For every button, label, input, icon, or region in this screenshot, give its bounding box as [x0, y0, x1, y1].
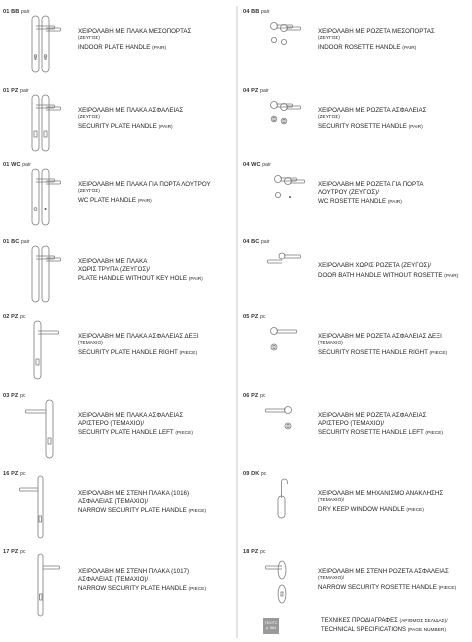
narrow-plate-handle-1017-icon: [12, 552, 70, 618]
footer-text: [321, 617, 448, 635]
greek-title-line: ΧΕΙΡΟΛΑΒΗ ΜΕ ΠΛΑΚΑ ΑΣΦΑΛΕΙΑΣ: [78, 412, 184, 419]
product-item: [0, 238, 232, 314]
greek-title-line: ΧΕΙΡΟΛΑΒΗ ΜΕ ΜΗΧΑΝΙΣΜΟ ΑΝΑΚΛΗΣΗΣ: [318, 490, 444, 497]
english-title: [78, 197, 232, 206]
window-handle-icon: [252, 474, 310, 540]
english-quantity-note: (PAIR): [444, 273, 459, 279]
greek-title-line: ΧΩΡΙΣ ΤΡΥΠΑ (ΖΕΥΓΟΣ)/: [78, 265, 150, 273]
product-code-number: 01 BB: [3, 9, 20, 15]
greek-title-line: ΧΕΙΡΟΛΑΒΗ ΜΕ ΠΛΑΚΑ ΜΕΣΟΠΟΡΤΑΣ: [78, 28, 192, 35]
greek-quantity-note: (ΖΕΥΓΟΣ): [78, 114, 100, 120]
english-title-text: SECURITY PLATE HANDLE RIGHT: [78, 349, 178, 356]
security-plate-handle-right-icon: [12, 317, 70, 383]
english-quantity-note: (PAIR): [137, 199, 152, 204]
english-quantity-note: (PIECE): [438, 586, 457, 591]
greek-title-line: ΑΣΦΑΛΕΙΑΣ (ΤΕΜΑΧΙΟ)/: [78, 497, 149, 505]
english-title-text: NARROW SECURITY PLATE HANDLE: [78, 585, 187, 593]
english-title-text: INDOOR ROSETTE HANDLE: [318, 44, 401, 51]
right-column: [240, 0, 472, 620]
security-rosette-handle-right-icon: [252, 317, 310, 383]
english-quantity-note: (PIECE): [425, 431, 443, 437]
english-title: [318, 349, 472, 358]
english-title-text: SECURITY ROSETTE HANDLE LEFT: [318, 429, 424, 437]
product-code-suffix: pc: [260, 393, 266, 399]
product-description: [318, 490, 472, 515]
plate-handle-pair-icon: [12, 12, 70, 78]
product-description: [78, 258, 232, 284]
greek-title-line: ΧΕΙΡΟΛΑΒΗ ΜΕ ΣΤΕΝΗ ΠΛΑΚΑ (1016): [78, 490, 190, 497]
greek-title-line: ΧΕΙΡΟΛΑΒΗ ΜΕ ΡΟΖΕΤΑ ΑΣΦΑΛΕΙΑΣ: [318, 107, 427, 114]
product-item: [0, 87, 232, 163]
greek-title-line: ΧΕΙΡΟΛΑΒΗ ΜΕ ΡΟΖΕΤΑ ΓΙΑ ΠΟΡΤΑ: [318, 181, 424, 188]
product-item: [0, 313, 232, 389]
product-code-suffix: pair: [22, 162, 32, 168]
greek-title-line: ΧΕΙΡΟΛΑΒΗ ΜΕ ΡΟΖΕΤΑ ΑΣΦΑΛΕΙΑΣ ΔΕΞΙ: [318, 333, 442, 340]
english-title: [78, 507, 232, 516]
english-title-text: SECURITY ROSETTE HANDLE RIGHT: [318, 349, 428, 356]
english-quantity-note: (PAIR): [152, 46, 167, 51]
english-title: [78, 349, 232, 358]
greek-title-line: ΧΕΙΡΟΛΑΒΗ ΜΕ ΠΛΑΚΑ: [78, 258, 148, 265]
footer-line-1-note: (ΑΡΙΘΜΟΣ ΣΕΛΙΔΑΣ)/: [399, 619, 448, 624]
english-title: [318, 44, 472, 53]
english-quantity-note: (PIECE): [429, 351, 448, 356]
narrow-plate-handle-1016-icon: [12, 474, 70, 540]
product-code-number: 01 WC: [3, 162, 21, 168]
product-item: [0, 392, 232, 468]
badge-line-1: ΤΕΧ/ΤΣ: [264, 621, 278, 625]
product-code-suffix: pc: [20, 471, 26, 477]
english-title: [318, 584, 472, 593]
left-column: [0, 0, 232, 620]
english-title: [318, 429, 472, 438]
product-code-number: 01 BC: [3, 239, 20, 245]
greek-quantity-note: (ΤΕΜΑΧΙΟ)/: [318, 497, 345, 503]
footer-line-1: ΤΕΧΝΙΚΕΣ ΠΡΟΔΙΑΓΡΑΦΕΣ: [321, 618, 398, 624]
product-description: [318, 181, 472, 207]
english-title-text: DRY KEEP WINDOW HANDLE: [318, 506, 405, 513]
english-title: [78, 44, 232, 53]
english-title: [78, 429, 232, 438]
english-title: [318, 198, 472, 207]
product-item: [240, 8, 472, 84]
english-title: [78, 585, 232, 594]
english-title-text: NARROW SECURITY ROSETTE HANDLE: [318, 584, 437, 591]
product-code-suffix: pair: [21, 239, 30, 245]
security-rosette-handle-left-icon: [252, 396, 310, 462]
greek-quantity-note: (ΖΕΥΓΟΣ): [78, 35, 100, 41]
product-code-suffix: pc: [20, 549, 26, 555]
english-title: [78, 275, 232, 284]
product-description: [318, 412, 472, 438]
product-code-number: 04 BB: [243, 9, 260, 15]
handle-without-rosette-pair-icon: [252, 242, 310, 308]
product-description: [318, 333, 472, 358]
product-code-number: 03 PZ: [3, 393, 19, 399]
product-code-number: 06 PZ: [243, 393, 259, 399]
english-title-text: WC PLATE HANDLE: [78, 197, 136, 204]
product-description: [78, 333, 232, 358]
product-item: [240, 548, 472, 624]
english-title-text: DOOR BATH HANDLE WITHOUT ROSETTE: [318, 271, 443, 279]
greek-quantity-note: (ΖΕΥΓΟΣ): [318, 35, 340, 41]
greek-title-line: ΧΕΙΡΟΛΑΒΗ ΜΕ ΠΛΑΚΑ ΑΣΦΑΛΕΙΑΣ ΔΕΞΙ: [78, 333, 199, 340]
english-quantity-note: (PAIR): [402, 46, 417, 51]
greek-title-line: ΧΕΙΡΟΛΑΒΗ ΜΕ ΣΤΕΝΗ ΡΟΖΕΤΑ ΑΣΦΑΛΕΙΑΣ: [318, 568, 449, 575]
product-code-suffix: pc: [261, 471, 267, 477]
product-code-suffix: pc: [260, 549, 266, 555]
product-code-number: 04 PZ: [243, 88, 259, 94]
greek-quantity-note: (ΖΕΥΓΟΣ): [78, 188, 100, 194]
security-rosette-handle-pair-icon: [252, 91, 310, 157]
english-title: [318, 123, 472, 132]
product-description: [318, 568, 472, 593]
english-quantity-note: (PAIR): [408, 125, 423, 130]
product-item: [0, 470, 232, 546]
product-code-number: 09 DK: [243, 471, 260, 477]
product-description: [318, 107, 472, 132]
product-code-suffix: pair: [260, 88, 269, 94]
product-code-suffix: pc: [20, 314, 26, 320]
english-quantity-note: (PIECE): [188, 509, 207, 515]
greek-title-line: ΑΡΙΣΤΕΡΟ (ΤΕΜΑΧΙΟ)/: [78, 419, 145, 427]
product-code-suffix: pc: [20, 393, 26, 399]
product-description: [78, 181, 232, 206]
english-quantity-note: (PAIR): [158, 125, 173, 130]
footer-line-2: TECHNICAL SPECIFICATIONS: [321, 627, 407, 633]
english-title-text: PLATE HANDLE WITHOUT KEY HOLE: [78, 275, 187, 283]
english-title-text: INDOOR PLATE HANDLE: [78, 44, 151, 51]
greek-quantity-note: (ΤΕΜΑΧΙΟ): [318, 340, 343, 346]
greek-title-line: ΑΣΦΑΛΕΙΑΣ (ΤΕΜΑΧΙΟ)/: [78, 575, 149, 583]
greek-title-line: ΧΕΙΡΟΛΑΒΗ ΜΕ ΣΤΕΝΗ ΠΛΑΚΑ (1017): [78, 568, 190, 575]
product-code-number: 01 PZ: [3, 88, 19, 94]
english-quantity-note: (PAIR): [387, 200, 402, 206]
english-title-text: SECURITY PLATE HANDLE: [78, 123, 157, 130]
english-quantity-note: (PIECE): [188, 587, 207, 593]
product-description: [78, 28, 232, 53]
english-title: [318, 272, 472, 281]
english-title-text: WC ROSETTE HANDLE: [318, 198, 387, 206]
english-title-text: NARROW SECURITY PLATE HANDLE: [78, 507, 187, 515]
english-quantity-note: (PIECE): [175, 431, 193, 437]
greek-title-line: ΧΕΙΡΟΛΑΒΗ ΜΕ ΡΟΖΕΤΑ ΑΣΦΑΛΕΙΑΣ: [318, 412, 427, 419]
product-item: [240, 161, 472, 237]
english-quantity-note: (PIECE): [406, 508, 424, 513]
product-description: [78, 412, 232, 438]
product-code-number: 04 BC: [243, 239, 260, 245]
product-item: [0, 161, 232, 237]
greek-title-line: ΑΡΙΣΤΕΡΟ (ΤΕΜΑΧΙΟ)/: [318, 419, 385, 427]
product-description: [318, 28, 472, 53]
english-quantity-note: (PIECE): [179, 351, 198, 356]
product-description: [78, 107, 232, 132]
product-code-number: 17 PZ: [3, 549, 19, 555]
footer-line-2-note: (PAGE NUMBER): [407, 628, 446, 633]
product-code-number: 16 PZ: [3, 471, 19, 477]
security-plate-handle-left-icon: [12, 396, 70, 462]
technical-specs-footer: [263, 616, 468, 638]
product-code-suffix: pair: [20, 88, 29, 94]
greek-quantity-note: (ΖΕΥΓΟΣ): [318, 114, 340, 120]
product-code-suffix: pair: [21, 9, 30, 15]
product-code-number: 04 WC: [243, 162, 261, 168]
product-item: [240, 238, 472, 314]
greek-title-line: ΧΕΙΡΟΛΑΒΗ ΜΕ ΡΟΖΕΤΑ ΜΕΣΟΠΟΡΤΑΣ: [318, 28, 435, 35]
product-item: [0, 8, 232, 84]
product-code-suffix: pair: [261, 239, 270, 245]
plate-handle-no-keyhole-pair-icon: [12, 242, 70, 308]
product-code-suffix: pair: [262, 162, 272, 168]
product-item: [240, 470, 472, 546]
badge-line-2: p. 564: [266, 625, 276, 630]
product-item: [240, 87, 472, 163]
product-item: [240, 392, 472, 468]
wc-rosette-handle-pair-icon: [252, 165, 310, 231]
product-code-suffix: pc: [260, 314, 266, 320]
product-code-suffix: pair: [261, 9, 270, 15]
greek-title-line: ΧΕΙΡΟΛΑΒΗ ΜΕ ΠΛΑΚΑ ΑΣΦΑΛΕΙΑΣ: [78, 107, 184, 114]
column-divider: [236, 6, 238, 638]
security-plate-handle-pair-icon: [12, 91, 70, 157]
english-quantity-note: (PAIR): [188, 277, 203, 283]
greek-quantity-note: (ΤΕΜΑΧΙΟ): [78, 340, 103, 346]
english-title: [318, 506, 472, 515]
product-code-number: 05 PZ: [243, 314, 259, 320]
rosette-handle-pair-icon: [252, 12, 310, 78]
product-item: [0, 548, 232, 624]
english-title-text: SECURITY ROSETTE HANDLE: [318, 123, 407, 130]
product-description: [318, 262, 472, 280]
product-description: [78, 490, 232, 516]
wc-plate-handle-pair-icon: [12, 165, 70, 231]
english-title: [78, 123, 232, 132]
product-code-number: 02 PZ: [3, 314, 19, 320]
greek-title-line: ΛΟΥΤΡΟΥ (ΖΕΥΓΟΣ)/: [318, 188, 379, 196]
greek-title-line: ΧΕΙΡΟΛΑΒΗ ΧΩΡΙΣ ΡΟΖΕΤΑ (ΖΕΥΓΟΣ)/: [318, 262, 432, 269]
page-number-badge: [263, 618, 279, 634]
greek-quantity-note: (ΤΕΜΑΧΙΟ)/: [318, 575, 345, 581]
greek-title-line: ΧΕΙΡΟΛΑΒΗ ΜΕ ΠΛΑΚΑ ΓΙΑ ΠΟΡΤΑ ΛΟΥΤΡΟΥ: [78, 181, 211, 188]
product-item: [240, 313, 472, 389]
narrow-security-rosette-handle-icon: [252, 552, 310, 618]
product-description: [78, 568, 232, 594]
english-title-text: SECURITY PLATE HANDLE LEFT: [78, 429, 174, 437]
product-code-number: 18 PZ: [243, 549, 259, 555]
